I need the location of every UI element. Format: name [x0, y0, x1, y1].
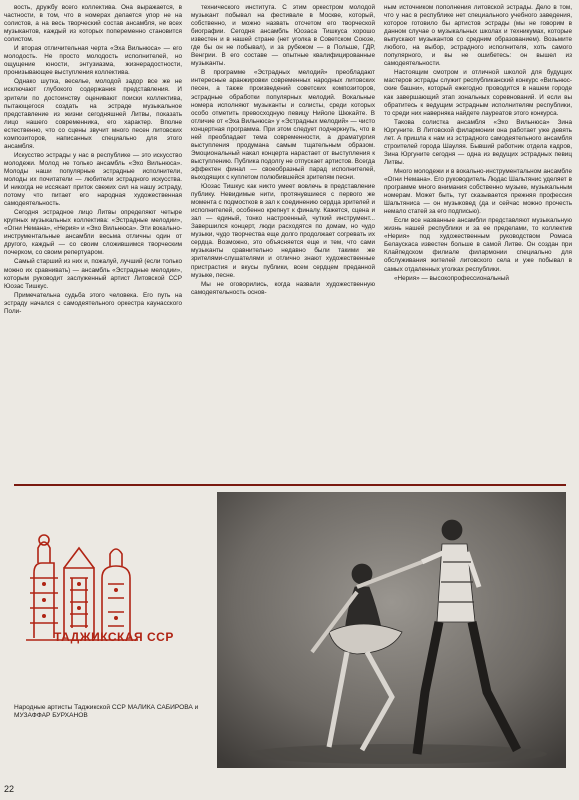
paragraph: Настоящим смотром и отличной школой для будущих мастеров эстрады служит республиканский конкурс «Вильнюсские башни», который ежегодно проводится в нашем городе как завершающий этап зональных соревнований. И если вы обратитесь к ведущим эстрадным исполнителям республики, то среди них наверняка найдете лауреатов этого конкурса. [384, 69, 572, 117]
paragraph: И вторая отличительная черта «Эха Вильнюса» — его молодость. Не просто молодость исполнителей, но ощущение юности, энтузиазма, жизнерадостности, пронизывающее выступления коллектива. [4, 45, 182, 77]
paragraph: Искусство эстрады у нас в республике — это искусство молодежи. Молод не только ансамбль «Эхо Вильнюса». Молоды наши популярные эстрадные исполнители, молоды их почитатели — любители эстрадного искусства. И никогда не иссякает приток свежих сил на нашу эстраду, потому что питает его народная художественная самодеятельность. [4, 151, 182, 208]
paragraph: Примечательна судьба этого человека. Его путь на эстраду начался с самодеятельного оркестра каунасского Поли- [4, 291, 182, 315]
text-column-2 [191, 4, 375, 482]
paragraph: В программе «Эстрадных мелодий» преобладают интересные аранжировки современных народных литовских песен, а также произведений советских композиторов, эстрадные обработки популярных мелодий. Вокальные номера исполняют музыканты и солисты, среди которых особо отметить превосходную певицу Нийоле Шюкайте. В отличие от «Эха Вильнюса» у «Эстрадных мелодий» — чисто концертная программа. При этом следует подчеркнуть, что в ней преобладает тема современности, а драматургия выступления продумана самым тщательным образом. Эмоциональный накал концерта нарастает от выступления к выступлению. Публика подолгу не отпускает артистов. Всегда эффектен финал — своеобразный парад исполнителей, выходящих с куплетом полюбившейся зрителям песни. [191, 69, 375, 181]
paragraph: вость, дружбу всего коллектива. Она выражается, в частности, в том, что в номерах делается упор не на солистов, а на весь творческий состав ансамбля, не всех музыкантов, каждый из которых попеременно становится солистом. [4, 4, 182, 44]
tajik-ornament-illustration [24, 518, 144, 643]
paragraph: Однако шутка, веселье, молодой задор все же не исключают глубокого содержания представления. И зрители по достоинству оценивают поиски коллектива, пытающегося создать на эстраде музыкальное представление из жизни сегодняшней Литвы, показать лицо нашего современника, его характер. Вполне естественно, что со сцены звучит много песен литовских композиторов, написанных специально для этого ансамбля. [4, 78, 182, 150]
paragraph: Самый старший из них и, пожалуй, лучший (если только можно их сравнивать) — ансамбль «Эстрадные мелодии», которым руководит заслуженный артист Литовской ССР Юозас Тишкус. [4, 258, 182, 290]
paragraph: Юозас Тишкус как никто умеет вовлечь в представление публику. Невидимые нити, протянувшиеся с первого же момента с подмостков в зал к соединению сердца зрителей и исполнителей, особенно крепнут к финалу. Кажется, сцена и зал — единый, тонко настроенный, чуткий инструмент... Завершился концерт, люди расходятся по домам, но чудо музыки, чудо творчества еще долго продолжает согревать их сердца. Возможно, это объясняется еще и тем, что сами музыканты сравнительно недавно были такими же зрителями-слушателями и отлично знают художественные пристрастия и вкусы публики, всем сердцем преданной музыке, песне. [191, 183, 375, 279]
text-column-1 [4, 4, 182, 482]
text-column-3 [384, 4, 572, 482]
paragraph: Такова солистка ансамбля «Эхо Вильнюса» Зина Юргуните. В Литовской филармонии она работает уже девять лет. А пришла к нам из эстрадного самодеятельного ансамбля строителей города Шауляя. Бывший работник отдела кадров, Зина Юргуните сегодня — одна из ведущих эстрадных певиц Литвы. [384, 118, 572, 166]
paragraph: Мы не оговорились, когда назвали художественную самодеятельность основ- [191, 280, 375, 296]
paragraph: ным источником пополнения литовской эстрады. Дело в том, что у нас в республике нет специального учебного заведения, которое готовило бы артистов эстрады (мы не говорим в данном случае о музыкальных школах и техникумах, которые выпускают музыкантов со средним образованием). Возьмите любого, на выбор, эстрадного исполнителя, хоть самого популярного, и вы не ошибетесь: он вышел из самодеятельности. [384, 4, 572, 68]
illustration-section [14, 484, 566, 770]
paragraph: Если все названные ансамбли представляют музыкальную жизнь нашей республики и за ее пределами, то коллектив «Нерия» под художественным руководством Ромаса Белаускаса известен больше в самой Литве. Он создан при Клайпедском филиале филармонии специально для обслуживания жителей литовского села и уже побывал в самых отдаленных уголках республики. [384, 217, 572, 273]
paragraph: технического института. С этим оркестром молодой музыкант побывал на фестивале в Москве, который, собственно, и можно назвать отсчетом его творческой биографии. Сегодня ансамбль Юозаса Тишкуса хорошо известен и в нашей стране (нет уголка в Советском Союзе, где бы он не побывал), и за рубежом — в Польше, ГДР, Венгрии. В его составе — опытные квалифицированные музыканты. [191, 4, 375, 68]
republic-title: ТАДЖИКСКАЯ ССР [54, 630, 174, 644]
dancers-photo [217, 492, 566, 768]
paragraph: «Нерия» — высокопрофессиональный [394, 274, 509, 282]
page-number: 22 [4, 784, 15, 794]
paragraph: Много молодежи и в вокально-инструментальном ансамбле «Огни Немана». Его руководитель Людас Шальтянис уделяет в программе много внимания собственно музыке, музыкальным номерам. Может быть, тут сказывается прежняя профессия Шальтяниса — он музыковед (да и сейчас можно прочесть немало статей за его подписью). [384, 167, 572, 216]
photo-caption: Народные артисты Таджикской ССР МАЛИКА САБИРОВА и МУЗАФФАР БУРХАНОВ [14, 704, 199, 720]
paragraph: Сегодня эстрадное лицо Литвы определяют четыре крупных музыкальных коллектива: «Эстрадные мелодии», «Огни Немана», «Нерия» и «Эхо Вильнюса». Эти вокально-инструментальные ансамбли весьма отличны один от другого, каждый — со своим сложившимся творческим почерком, со своим репертуаром. [4, 209, 182, 257]
